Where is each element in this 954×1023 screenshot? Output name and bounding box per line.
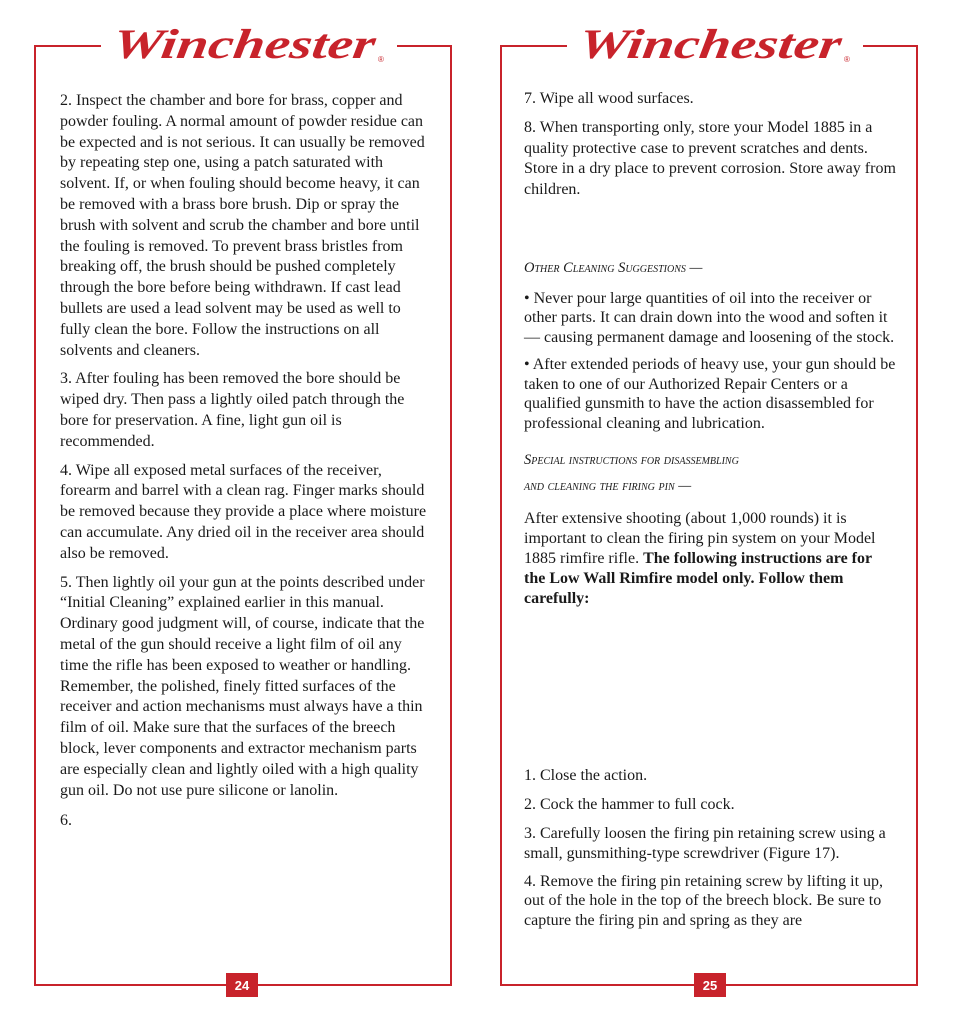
step-3-paragraph: 3. After fouling has been removed the bore should be wiped dry. Then pass a lightly oiled patch through the bore for preservation. A fine, light gun oil is recommended. <box>60 370 405 450</box>
firing-pin-intro <box>524 509 896 608</box>
step-7-paragraph: 7. Wipe all wood surfaces. <box>524 90 694 107</box>
registered-mark: ® <box>844 55 850 64</box>
procedure-step-3: 3. Carefully loosen the firing pin retaining screw using a small, gunsmithing-type screwdriver (Figure 17). <box>524 825 886 862</box>
step-2-paragraph: 2. Inspect the chamber and bore for brass, copper and powder fouling. A normal amount of powder residue can be expected and is not serious. It can usually be removed by repeating step one, using a patch saturated with solvent. If, or when fouling should become heavy, it can be removed with a brass bore brush. Dip or spray the brush with solvent and scrub the chamber and bore until the fouling is removed. To prevent brass bristles from breaking off, the brush should be pushed completely through the bore before being withdrawn. If cast lead bullets are used a lead solvent may be used as well to fully clean the bore. Follow the instructions on all solvents and cleaners. <box>60 92 425 359</box>
bullet-oil-warning: • Never pour large quantities of oil into the receiver or other parts. It can drain down into the wood and soften it — causing permanent damage and loosening of the stock. <box>524 289 895 346</box>
step-6-paragraph: 6. <box>60 812 72 830</box>
intro-bold-warning: The following instructions are for the Low Wall Rimfire model only. Follow them carefully: <box>524 550 872 607</box>
winchester-logo-left <box>101 18 397 68</box>
page-number-right: 25 <box>694 973 726 997</box>
step-4-paragraph: 4. Wipe all exposed metal surfaces of the receiver, forearm and barrel with a clean rag. Finger marks should be removed because they provide a place where moisture can accumulate. Any dried oil in the receiver area should also be removed. <box>60 461 427 562</box>
page-number-left: 24 <box>226 973 258 997</box>
bullet-service: • After extended periods of heavy use, your gun should be taken to one of our Authorized Repair Centers or a qualified gunsmith to have the action disassembled for professional cleaning and lubrication. <box>524 356 896 432</box>
procedure-step-2: 2. Cock the hammer to full cock. <box>524 796 735 814</box>
registered-mark: ® <box>378 55 384 64</box>
special-instructions-heading-line1: Special instructions for disassembling <box>524 452 739 469</box>
winchester-logo-right <box>567 18 863 68</box>
left-page-text <box>60 91 432 840</box>
logo-wordmark: Winchester <box>575 21 777 68</box>
step-5-paragraph: 5. Then lightly oil your gun at the points described under “Initial Cleaning” explained earlier in this manual. Ordinary good judgment will, of course, indicate that the metal of the gun should receive a light film of oil any time the rifle has been exposed to weather or handling. Remember, the polished, finely fitted surfaces of the receiver and action mechanisms must always have a thin film of oil. Make sure that the surfaces of the breech block, lever components and extractor mechanism parts are especially clean and lightly oiled with a high quality gun oil. Do not use pure silicone or lanolin. <box>60 573 425 799</box>
intro-text: After extensive shooting (about 1,000 rounds) it is important to clean the firing pin system on your Model 1885 rimfire rifle. <box>524 510 876 568</box>
logo-wordmark: Winchester <box>109 21 311 68</box>
other-cleaning-heading: Other Cleaning Suggestions — <box>524 259 703 276</box>
procedure-step-4: 4. Remove the firing pin retaining screw by lifting it up, out of the hole in the top of the breech block. Be sure to capture the firing pin and spring as they are <box>524 872 884 930</box>
special-instructions-heading-line2: and cleaning the firing pin — <box>524 478 692 495</box>
procedure-step-1: 1. Close the action. <box>524 767 648 785</box>
right-page-text <box>524 89 896 939</box>
step-8-paragraph: 8. When transporting only, store your Model 1885 in a quality protective case to prevent scratches and dents. Store in a dry place to prevent corrosion. Store away from children. <box>524 118 896 199</box>
